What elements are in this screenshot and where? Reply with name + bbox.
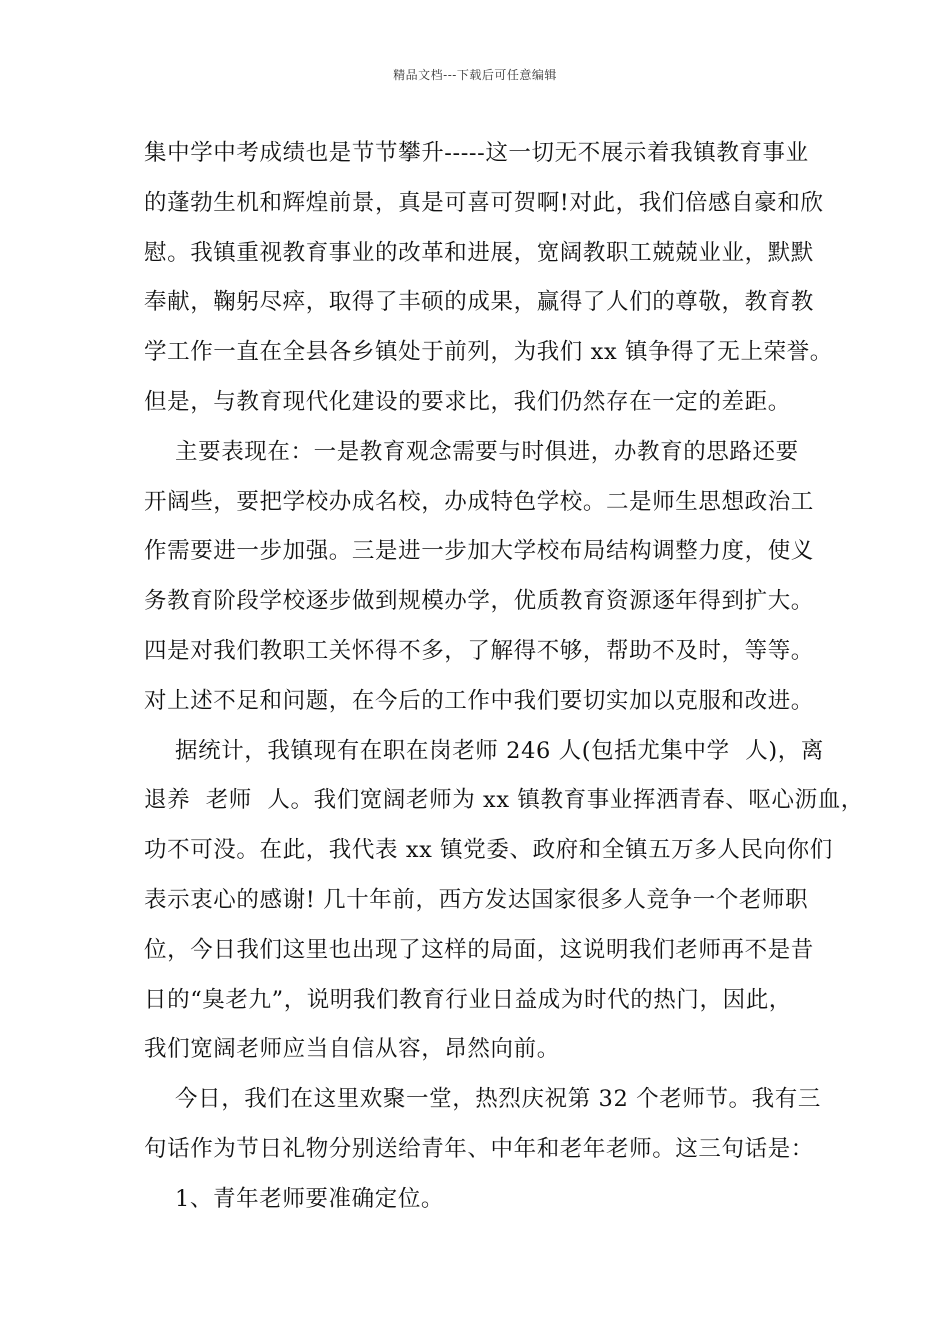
page-header: 精品文档---下载后可任意编辑 xyxy=(393,68,557,82)
text-line: 功不可没。在此，我代表 xx 镇党委、政府和全镇五万多人民向你们 xyxy=(144,837,833,864)
text-line: 奉献，鞠躬尽瘁，取得了丰硕的成果，赢得了人们的尊敬，教育教 xyxy=(144,289,814,316)
text-line: 开阔些，要把学校办成名校，办成特色学校。二是师生思想政治工 xyxy=(144,488,814,515)
text-line: 学工作一直在全县各乡镇处于前列，为我们 xx 镇争得了无上荣誉。 xyxy=(144,339,833,366)
text-line: 集中学中考成绩也是节节攀升-----这一切无不展示着我镇教育事业 xyxy=(144,140,809,166)
text-line: 退养 老师 人。我们宽阔老师为 xx 镇教育事业挥洒青春、呕心沥血， xyxy=(144,787,864,814)
text-line: 我们宽阔老师应当自信从容，昂然向前。 xyxy=(144,1036,560,1063)
text-line: 日的“臭老九”，说明我们教育行业日益成为时代的热门，因此， xyxy=(144,986,792,1013)
text-line: 但是，与教育现代化建设的要求比，我们仍然存在一定的差距。 xyxy=(144,388,791,415)
text-line: 慰。我镇重视教育事业的改革和进展，宽阔教职工兢兢业业，默默 xyxy=(144,239,814,266)
text-line: 作需要进一步加强。三是进一步加大学校布局结构调整力度，使义 xyxy=(144,538,814,565)
text-line: 四是对我们教职工关怀得不多，了解得不够，帮助不及时，等等。 xyxy=(144,637,814,664)
text-line: 主要表现在：一是教育观念需要与时俱进，办教育的思路还要 xyxy=(144,438,799,465)
text-line: 句话作为节日礼物分别送给青年、中年和老年老师。这三句话是： xyxy=(144,1135,814,1162)
text-line: 务教育阶段学校逐步做到规模办学，优质教育资源逐年得到扩大。 xyxy=(144,588,814,615)
text-line: 今日，我们在这里欢聚一堂，热烈庆祝第 32 个老师节。我有三 xyxy=(144,1086,821,1113)
text-line: 的蓬勃生机和辉煌前景，真是可喜可贺啊!对此，我们倍感自豪和欣 xyxy=(144,189,824,216)
text-line: 1、青年老师要准确定位。 xyxy=(144,1185,445,1212)
text-line: 位，今日我们这里也出现了这样的局面，这说明我们老师再不是昔 xyxy=(144,936,814,963)
document-body xyxy=(144,133,864,1229)
text-line: 据统计，我镇现有在职在岗老师 246 人(包括尤集中学 人)，离 xyxy=(144,737,824,764)
text-line: 对上述不足和问题，在今后的工作中我们要切实加以克服和改进。 xyxy=(144,687,814,714)
text-line: 表示衷心的感谢! 几十年前，西方发达国家很多人竞争一个老师职 xyxy=(144,886,809,913)
